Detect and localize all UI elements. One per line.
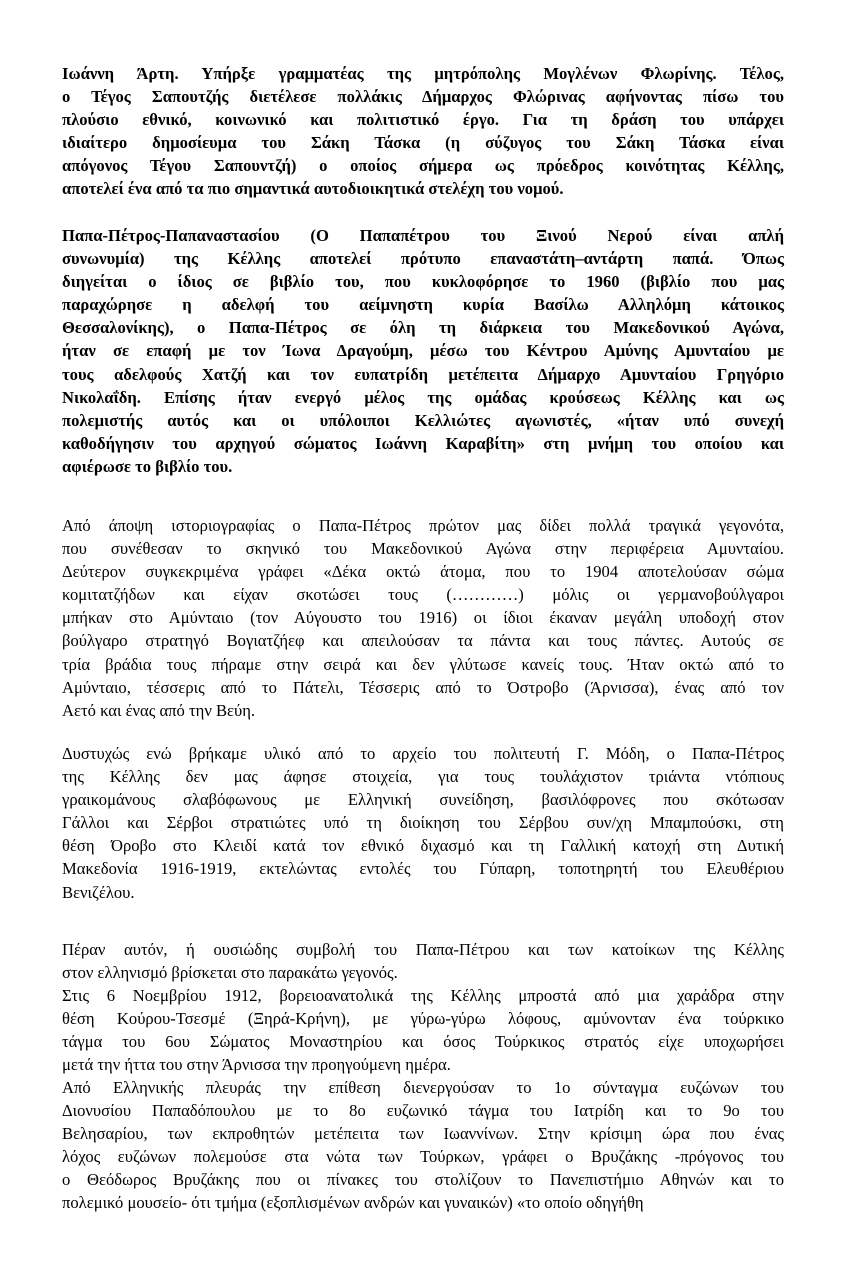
text-line: Γάλλοι και Σέρβοι στρατιώτες υπό τη διοίκηση του Σέρβου συν/χη Μπαμπούσκι, στη	[62, 813, 784, 833]
text-line: Βελησαρίου, των εκπροθητών μετέπειτα των Ιωαννίνων. Στην κρίσιμη ώρα που ένας	[62, 1124, 784, 1144]
paragraph-1	[62, 62, 784, 201]
text-line: τρία βράδια τους πήραμε στην σειρά και δεν γλύτωσε κανείς τους. Ήταν οκτώ από το	[62, 654, 784, 674]
text-line: ο Τέγος Σαπουτζής διετέλεσε πολλάκις Δήμαρχος Φλώρινας αφήνοντας πίσω του	[62, 87, 784, 107]
text-line: απόγονος Τέγου Σαπουντζή) ο οποίος σήμερα ως πρόεδρος κοινότητας Κέλλης,	[62, 156, 784, 176]
text-line: μετά την ήττα του στην Άρνισσα την προηγούμενη ημέρα.	[62, 1055, 451, 1075]
text-line: ιδιαίτερο δημοσίευμα του Σάκη Τάσκα (η σύζυγος του Σάκη Τάσκα είναι	[62, 133, 784, 153]
text-line: παραχώρησε η αδελφή του αείμνηστη κυρία Βασίλω Αλληλόμη κάτοικος	[62, 295, 784, 315]
text-line: Παπα-Πέτρος-Παπαναστασίου (Ο Παπαπέτρου του Ξινού Νερού είναι απλή	[62, 226, 784, 245]
text-line: στον ελληνισμό βρίσκεται στο παρακάτω γεγονός.	[62, 963, 398, 983]
text-line: διηγείται ο ίδιος σε βιβλίο του, που κυκλοφόρησε το 1960 (βιβλίο που μας	[62, 272, 784, 292]
text-line: Δεύτερον συγκεκριμένα γράφει «Δέκα οκτώ άτομα, που το 1904 αποτελούσαν σώμα	[62, 562, 784, 582]
text-line: βούλγαρο στρατηγό Βογιατζήεφ και απειλούσαν τα πάντα και τους πάντες. Αυτούς σε	[62, 631, 784, 651]
text-line: Βενιζέλου.	[62, 882, 135, 902]
text-line: ο Θεόδωρος Βρυζάκης που οι πίνακες του στολίζουν το Πανεπιστήμιο Αθηνών και το	[62, 1170, 784, 1190]
text-line: πολεμιστής αυτός και οι υπόλοιποι Κελλιώτες αγωνιστές, «ήταν υπό συνεχή	[62, 410, 784, 430]
paragraph-4	[62, 742, 784, 904]
text-line: αφιέρωσε το βιβλίο του.	[62, 456, 233, 476]
text-line: Πέραν αυτόν, ή ουσιώδης συμβολή του Παπα-Πέτρου και των κατοίκων της Κέλλης	[62, 940, 784, 959]
text-line: Από άποψη ιστοριογραφίας ο Παπα-Πέτρος πρώτον μας δίδει πολλά τραγικά γεγονότα,	[62, 516, 784, 535]
text-line: της Κέλλης δεν μας άφησε στοιχεία, για τους τουλάχιστον τριάντα ντόπιους	[62, 767, 784, 787]
text-line: γραικομάνους σλαβόφωνους με Ελληνική συνείδηση, βασιλόφρονες που σκότωσαν	[62, 790, 784, 810]
text-line: θέση Κούρου-Τσεσμέ (Ξηρά-Κρήνη), με γύρω-γύρω λόφους, αμύνονταν ένα τούρκικο	[62, 1009, 784, 1029]
text-line: μπήκαν στο Αμύνταιο (τον Αύγουστο του 1916) οι ίδιοι έκαναν μεγάλη υποδοχή στον	[62, 608, 784, 628]
text-line: Μακεδονία 1916-1919, εκτελώντας εντολές του Γύπαρη, τοποτηρητή του Ελευθέριου	[62, 859, 784, 879]
text-line: Διονυσίου Παπαδόπουλου με το 8ο ευζωνικό τάγμα του Ιατρίδη και το 9ο του	[62, 1101, 784, 1121]
text-line: Στις 6 Νοεμβρίου 1912, βορειοανατολικά της Κέλλης μπροστά από μια χαράδρα στην	[62, 986, 784, 1005]
text-line: ήταν σε επαφή με τον Ίωνα Δραγούμη, μέσω του Κέντρου Αμύνης Αμυνταίου με	[62, 341, 784, 361]
text-line: τους αδελφούς Χατζή και τον ευπατρίδη μετέπειτα Δήμαρχο Αμυνταίου Γρηγόριο	[62, 364, 784, 384]
text-line: κομιτατζήδων και είχαν σκοτώσει τους (…………) μόλις οι γερμανοβούλγαροι	[62, 585, 784, 605]
paragraph-7	[62, 1076, 784, 1215]
text-line: Δυστυχώς ενώ βρήκαμε υλικό από το αρχείο του πολιτευτή Γ. Μόδη, ο Παπα-Πέτρος	[62, 744, 784, 763]
text-line: καθοδήγησιν του αρχηγού σώματος Ιωάννη Καραβίτη» στη μνήμη του οποίου και	[62, 433, 784, 453]
text-line: Νικολαΐδη. Επίσης ήταν ενεργό μέλος της ομάδας κρούσεως Κέλλης και ως	[62, 387, 784, 407]
paragraph-5	[62, 938, 784, 984]
paragraph-2	[62, 224, 784, 478]
text-line: Από Ελληνικής πλευράς την επίθεση διενεργούσαν το 1ο σύνταγμα ευζώνων του	[62, 1078, 784, 1097]
text-line: θέση Όροβο στο Κλειδί κατά τον εθνικό διχασμό και τη Γαλλική κατοχή στη Δυτική	[62, 836, 784, 856]
text-line: πολεμικό μουσείο- ότι τμήμα (εξοπλισμένων ανδρών και γυναικών) «το οποίο οδηγήθη	[62, 1193, 644, 1213]
text-line: τάγμα του 6ου Σώματος Μοναστηρίου και όσος Τούρκικος στρατός είχε υποχωρήσει	[62, 1032, 784, 1052]
text-line: πλούσιο εθνικό, κοινωνικό και πολιτιστικό έργο. Για τη δράση του υπάρχει	[62, 110, 784, 130]
paragraph-3	[62, 514, 784, 722]
text-line: αποτελεί ένα από τα πιο σημαντικά αυτοδιοικητικά στελέχη του νομού.	[62, 179, 564, 199]
text-line: Ιωάννη Άρτη. Υπήρξε γραμματέας της μητρόπολης Μογλένων Φλωρίνης. Τέλος,	[62, 64, 784, 83]
paragraph-6	[62, 984, 784, 1076]
text-line: λόχος ευζώνων πολεμούσε στα νώτα των Τούρκων, γράφει ο Βρυζάκης -πρόγονος του	[62, 1147, 784, 1167]
text-line: Θεσσαλονίκης), ο Παπα-Πέτρος σε όλη τη διάρκεια του Μακεδονικού Αγώνα,	[62, 318, 784, 338]
text-line: Αετό και ένας από την Βεύη.	[62, 700, 256, 720]
text-line: Αμύνταιο, τέσσερις από το Πάτελι, Τέσσερις από το Όστροβο (Άρνισσα), ένας από τον	[62, 677, 784, 697]
text-line: συνωνυμία) της Κέλλης αποτελεί πρότυπο επαναστάτη–αντάρτη παπά. Όπως	[62, 249, 784, 269]
text-line: που συνέθεσαν το σκηνικό του Μακεδονικού Αγώνα στην περιφέρεια Αμυνταίου.	[62, 539, 784, 559]
